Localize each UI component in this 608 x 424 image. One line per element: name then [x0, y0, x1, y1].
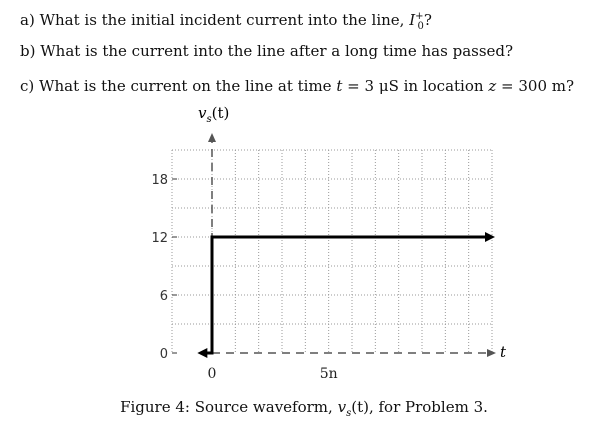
figure-caption	[0, 398, 608, 423]
caption-arg: (t), for Problem 3.	[351, 398, 488, 416]
x-tick-label: 5n	[319, 366, 338, 382]
question-c-eq: = 3	[347, 77, 375, 95]
waveform-arrow-right	[485, 232, 495, 242]
question-c-label: c)	[20, 77, 35, 95]
caption-s: s	[346, 408, 352, 419]
y-tick-label: 12	[151, 231, 168, 246]
question-a-sup: +	[415, 11, 424, 22]
y-tick-label: 6	[159, 289, 168, 304]
question-b-label: b)	[20, 42, 36, 60]
y-tick-label: 18	[151, 173, 168, 188]
question-c-t-symbol: t	[336, 77, 343, 95]
question-c-z-symbol: z	[488, 77, 497, 95]
y-axis-arrowhead	[208, 133, 216, 142]
question-a-label: a)	[20, 11, 35, 29]
x-axis-label: t	[500, 343, 507, 361]
question-b-text: What is the current into the line after a long time has passed?	[40, 42, 514, 60]
y-axis-label: $v_s(t)$	[198, 104, 230, 125]
grid	[172, 150, 492, 353]
caption-pre: Figure 4: Source waveform,	[120, 398, 333, 416]
caption-v: v	[337, 398, 347, 416]
waveform-arrow-left	[197, 348, 207, 358]
question-c-text: What is the current on the line at time	[39, 77, 332, 95]
question-c-z-value: = 300 m?	[501, 77, 575, 95]
question-a-text: What is the initial incident current into the line,	[39, 11, 405, 29]
tick-labels	[151, 173, 337, 382]
question-a-symbol: I	[409, 11, 416, 29]
y-tick-label: 0	[159, 347, 168, 362]
question-c-unit: μS in location	[378, 77, 484, 95]
question-a-end: ?	[423, 11, 432, 29]
x-tick-label: 0	[207, 366, 217, 382]
x-axis-arrowhead	[487, 349, 496, 357]
question-a-sub: 0	[417, 21, 424, 32]
axes	[208, 133, 496, 357]
